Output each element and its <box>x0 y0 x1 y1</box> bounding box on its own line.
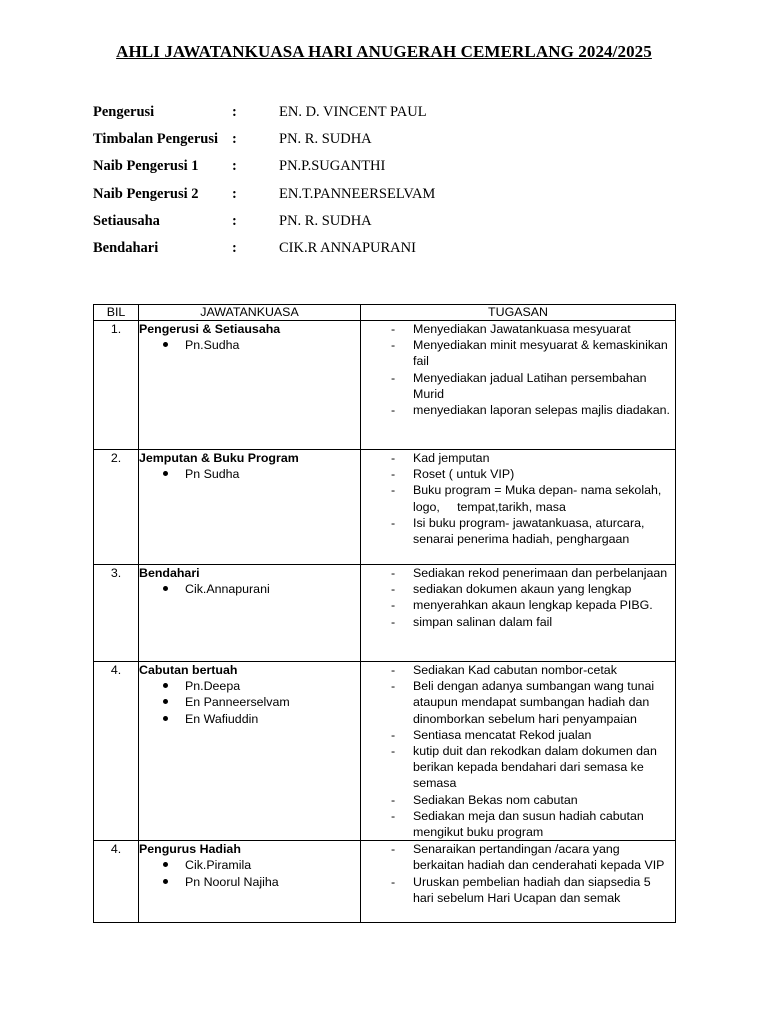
member-list <box>139 581 360 597</box>
officer-role: Timbalan Pengerusi <box>93 131 219 148</box>
committee-name: Cabutan bertuah <box>139 663 238 677</box>
task-item: - Kad jemputan <box>361 450 675 466</box>
member-list <box>139 678 360 727</box>
task-item: - Menyediakan Jawatankuasa mesyuarat <box>361 321 675 337</box>
task-item: - Sediakan Bekas nom cabutan <box>361 792 675 808</box>
task-item: - simpan salinan dalam fail <box>361 614 675 630</box>
committee-cell <box>139 450 361 565</box>
task-item: - Sediakan Kad cabutan nombor-cetak <box>361 662 675 678</box>
task-item: - Menyediakan jadual Latihan persembahan Murid <box>361 370 675 402</box>
officer-name: CIK.R ANNAPURANI <box>279 239 416 256</box>
task-item: - sediakan dokumen akaun yang lengkap <box>361 581 675 597</box>
task-item: - menyediakan laporan selepas majlis diadakan. <box>361 402 675 418</box>
row-number: 4. <box>94 841 139 923</box>
table-row <box>94 321 676 450</box>
member-list <box>139 857 360 889</box>
table-row <box>94 841 676 923</box>
member-item: Cik.Piramila <box>139 857 360 873</box>
task-cell <box>361 450 676 565</box>
task-cell <box>361 662 676 841</box>
officer-colon: : <box>232 104 237 120</box>
committee-name: Bendahari <box>139 566 200 580</box>
member-item: Pn.Sudha <box>139 337 360 353</box>
member-item: Pn Sudha <box>139 466 360 482</box>
task-list <box>361 662 675 840</box>
row-number: 4. <box>94 662 139 841</box>
officer-role: Bendahari <box>93 239 159 256</box>
table-row <box>94 662 676 841</box>
task-cell <box>361 565 676 662</box>
task-item: - kutip duit dan rekodkan dalam dokumen dan berikan kepada bendahari dari semasa ke semasa <box>361 743 675 792</box>
table-header-row <box>94 305 676 321</box>
committee-name: Pengerusi & Setiausaha <box>139 322 281 336</box>
member-list <box>139 466 360 482</box>
task-item: - Roset ( untuk VIP) <box>361 466 675 482</box>
member-item: Cik.Annapurani <box>139 581 360 597</box>
row-number: 2. <box>94 450 139 565</box>
task-item: - Beli dengan adanya sumbangan wang tunai ataupun mendapat sumbangan hadiah dan dinomborkan sebelum hari penyampaian <box>361 678 675 727</box>
officer-colon: : <box>232 131 237 148</box>
task-item: - Sentiasa mencatat Rekod jualan <box>361 727 675 743</box>
task-list <box>361 450 675 547</box>
member-item: En Panneerselvam <box>139 694 360 710</box>
committee-cell <box>139 565 361 662</box>
committee-table <box>93 304 676 923</box>
task-item: - Uruskan pembelian hadiah dan siapsedia 5 hari sebelum Hari Ucapan dan semak <box>361 874 675 906</box>
officer-name: EN. D. VINCENT PAUL <box>279 104 427 120</box>
committee-cell <box>139 841 361 923</box>
task-item: - Menyediakan minit mesyuarat & kemaskinikan fail <box>361 337 675 369</box>
committee-cell <box>139 662 361 841</box>
task-item: - Sediakan rekod penerimaan dan perbelanjaan <box>361 565 675 581</box>
officer-role: Naib Pengerusi 1 <box>93 158 199 175</box>
task-cell <box>361 321 676 450</box>
officer-name: PN. R. SUDHA <box>279 131 372 148</box>
column-header-tugasan: TUGASAN <box>361 305 676 321</box>
officer-colon: : <box>232 185 237 202</box>
committee-cell <box>139 321 361 450</box>
task-list <box>361 565 675 630</box>
column-header-bil: BIL <box>94 305 139 321</box>
member-list <box>139 337 360 353</box>
officer-role: Pengerusi <box>93 104 155 120</box>
task-item: - Sediakan meja dan susun hadiah cabutan mengikut buku program <box>361 808 675 840</box>
task-item: - Buku program = Muka depan- nama sekolah, logo, tempat,tarikh, masa <box>361 482 675 514</box>
column-header-jawatankuasa: JAWATANKUASA <box>139 305 361 321</box>
officer-colon: : <box>232 158 237 175</box>
officer-role: Naib Pengerusi 2 <box>93 185 199 202</box>
member-item: Pn Noorul Najiha <box>139 874 360 890</box>
officer-role: Setiausaha <box>93 212 160 229</box>
task-item: - Isi buku program- jawatankuasa, aturcara, senarai penerima hadiah, penghargaan <box>361 515 675 547</box>
member-item: Pn.Deepa <box>139 678 360 694</box>
task-cell <box>361 841 676 923</box>
task-item: - Senaraikan pertandingan /acara yang berkaitan hadiah dan cenderahati kepada VIP <box>361 841 675 873</box>
table-row <box>94 565 676 662</box>
officer-colon: : <box>232 212 237 229</box>
officer-name: PN. R. SUDHA <box>279 212 372 229</box>
committee-name: Jemputan & Buku Program <box>139 451 299 465</box>
row-number: 1. <box>94 321 139 450</box>
committee-name: Pengurus Hadiah <box>139 842 241 857</box>
officer-name: EN.T.PANNEERSELVAM <box>279 185 436 202</box>
officer-name: PN.P.SUGANTHI <box>279 158 386 175</box>
task-list <box>361 321 675 418</box>
task-item: - menyerahkan akaun lengkap kepada PIBG. <box>361 597 675 613</box>
document-title: AHLI JAWATANKUASA HARI ANUGERAH CEMERLANG 2024/2025 <box>116 42 652 61</box>
table-row <box>94 450 676 565</box>
officer-colon: : <box>232 239 237 256</box>
row-number: 3. <box>94 565 139 662</box>
member-item: En Wafiuddin <box>139 711 360 727</box>
task-list <box>361 841 675 906</box>
